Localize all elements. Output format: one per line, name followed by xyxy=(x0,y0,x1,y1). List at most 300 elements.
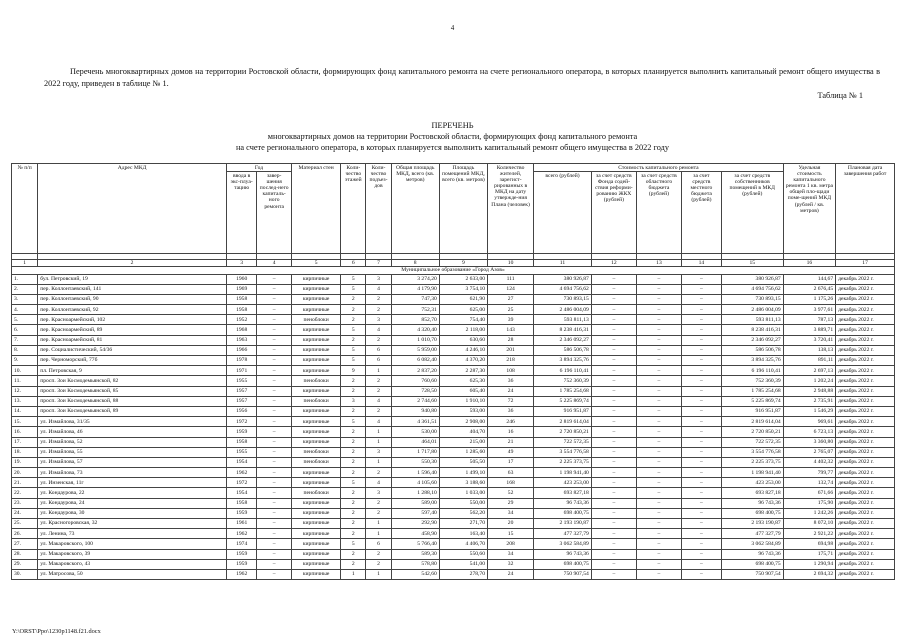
cell-total-area: 589,00 xyxy=(391,498,439,508)
cell-residents: 63 xyxy=(488,468,534,478)
cell-plan-date: декабрь 2022 г. xyxy=(836,335,895,345)
cell-year-commission: 1958 xyxy=(226,305,256,315)
table-row xyxy=(12,366,895,376)
cell-floors: 2 xyxy=(341,376,366,386)
cell-cost-local: – xyxy=(681,315,721,325)
cell-wall-material: кирпичные xyxy=(291,559,340,569)
cell-year-commission: 1974 xyxy=(226,539,256,549)
cell-total-area: 752,31 xyxy=(391,305,439,315)
cell-year-commission: 1962 xyxy=(226,569,256,579)
cell-unit-cost: 671,66 xyxy=(783,488,835,498)
cell-floors: 2 xyxy=(341,559,366,569)
cell-address: ул. Измайлова, 57 xyxy=(38,457,227,467)
cell-year-commission: 1959 xyxy=(226,427,256,437)
cell-floors: 2 xyxy=(341,508,366,518)
cell-year-last-repair: – xyxy=(257,519,292,529)
cell-wall-material: кирпичные xyxy=(291,325,340,335)
cell-cost-local: – xyxy=(681,356,721,366)
cell-cost-regional: – xyxy=(636,559,681,569)
header-cost-local: за счет средств местного бюджета (рублей) xyxy=(681,172,721,254)
cell-unit-cost: 3 977,61 xyxy=(783,305,835,315)
cell-year-last-repair: – xyxy=(257,529,292,539)
cell-year-commission: 1958 xyxy=(226,437,256,447)
table-row xyxy=(12,437,895,447)
cell-address: пер. Красноармейский, 89 xyxy=(38,325,227,335)
cell-cost-regional: – xyxy=(636,569,681,579)
cell-premises-area: 271,70 xyxy=(439,519,487,529)
cell-floors: 2 xyxy=(341,305,366,315)
cell-cost-total: 96 743,36 xyxy=(534,549,592,559)
cell-cost-owners: 423 253,00 xyxy=(721,478,783,488)
cell-cost-fund: – xyxy=(591,559,636,569)
cell-entrances: 2 xyxy=(366,294,391,304)
cell-year-commission: 1956 xyxy=(226,406,256,416)
table-row xyxy=(12,478,895,488)
cell-year-last-repair: – xyxy=(257,356,292,366)
cell-residents: 111 xyxy=(488,274,534,284)
cell-floors: 5 xyxy=(341,325,366,335)
cell-unit-cost: 787,13 xyxy=(783,315,835,325)
cell-premises-area: 754,40 xyxy=(439,315,487,325)
cell-cost-regional: – xyxy=(636,549,681,559)
cell-row-number: 10. xyxy=(12,366,38,376)
cell-unit-cost: 1 546,29 xyxy=(783,406,835,416)
header-cost-total: всего (рублей) xyxy=(534,172,592,254)
cell-wall-material: кирпичные xyxy=(291,356,340,366)
cell-row-number: 27. xyxy=(12,539,38,549)
table-row xyxy=(12,488,895,498)
cell-premises-area: 3 188,60 xyxy=(439,478,487,488)
cell-year-commission: 1960 xyxy=(226,274,256,284)
cell-cost-local: – xyxy=(681,437,721,447)
cell-wall-material: кирпичные xyxy=(291,519,340,529)
cell-residents: 168 xyxy=(488,478,534,488)
cell-cost-local: – xyxy=(681,488,721,498)
cell-cost-owners: 3 894 325,76 xyxy=(721,356,783,366)
section-title: Муниципальное образование «Город Азов» xyxy=(12,267,895,274)
cell-residents: 49 xyxy=(488,447,534,457)
cell-cost-local: – xyxy=(681,335,721,345)
cell-cost-regional: – xyxy=(636,396,681,406)
cell-row-number: 1. xyxy=(12,274,38,284)
cell-premises-area: 4 406,70 xyxy=(439,539,487,549)
cell-cost-fund: – xyxy=(591,427,636,437)
cell-wall-material: пеноблоки xyxy=(291,396,340,406)
cell-premises-area: 404,70 xyxy=(439,427,487,437)
cell-cost-fund: – xyxy=(591,498,636,508)
cell-cost-regional: – xyxy=(636,325,681,335)
cell-cost-regional: – xyxy=(636,498,681,508)
column-number-cell: 2 xyxy=(38,260,227,267)
cell-cost-regional: – xyxy=(636,315,681,325)
cell-row-number: 4. xyxy=(12,305,38,315)
cell-entrances: 2 xyxy=(366,376,391,386)
cell-total-area: 1 288,10 xyxy=(391,488,439,498)
cell-year-commission: 1959 xyxy=(226,559,256,569)
cell-address: ул. Красногоровская, 32 xyxy=(38,519,227,529)
cell-year-commission: 1968 xyxy=(226,325,256,335)
cell-wall-material: кирпичные xyxy=(291,417,340,427)
cell-year-last-repair: – xyxy=(257,569,292,579)
cell-cost-regional: – xyxy=(636,305,681,315)
cell-unit-cost: 694,98 xyxy=(783,539,835,549)
header-address: Адрес МКД xyxy=(38,164,227,254)
cell-cost-regional: – xyxy=(636,447,681,457)
table-row xyxy=(12,335,895,345)
header-plan-date: Плановая дата завершения работ xyxy=(836,164,895,254)
cell-unit-cost: 3 720,41 xyxy=(783,335,835,345)
cell-cost-owners: 380 926,87 xyxy=(721,274,783,284)
cell-cost-regional: – xyxy=(636,356,681,366)
cell-floors: 5 xyxy=(341,417,366,427)
cell-year-commission: 1963 xyxy=(226,335,256,345)
cell-year-last-repair: – xyxy=(257,305,292,315)
cell-plan-date: декабрь 2022 г. xyxy=(836,305,895,315)
cell-cost-owners: 477 327,79 xyxy=(721,529,783,539)
table-row xyxy=(12,386,895,396)
header-cost-group: Стоимость капитального ремонта xyxy=(534,164,784,172)
cell-cost-total: 3 894 325,76 xyxy=(534,356,592,366)
cell-cost-local: – xyxy=(681,529,721,539)
cell-cost-fund: – xyxy=(591,447,636,457)
cell-year-commission: 1961 xyxy=(226,519,256,529)
column-number-cell: 5 xyxy=(291,260,340,267)
table-row xyxy=(12,447,895,457)
table-row xyxy=(12,468,895,478)
cell-premises-area: 625,00 xyxy=(439,305,487,315)
cell-cost-total: 477 327,79 xyxy=(534,529,592,539)
cell-residents: 218 xyxy=(488,356,534,366)
cell-cost-owners: 698 400,75 xyxy=(721,508,783,518)
cell-residents: 34 xyxy=(488,549,534,559)
header-total-area: Общая площадь МКД, всего (кв. метров) xyxy=(391,164,439,254)
cell-plan-date: декабрь 2022 г. xyxy=(836,284,895,294)
cell-plan-date: декабрь 2022 г. xyxy=(836,488,895,498)
cell-floors: 5 xyxy=(341,284,366,294)
table-row xyxy=(12,427,895,437)
cell-entrances: 1 xyxy=(366,427,391,437)
cell-row-number: 17. xyxy=(12,437,38,447)
cell-plan-date: декабрь 2022 г. xyxy=(836,519,895,529)
document-heading xyxy=(0,120,905,153)
cell-address: бул. Петровский, 19 xyxy=(38,274,227,284)
column-number-cell: 11 xyxy=(534,260,592,267)
cell-cost-regional: – xyxy=(636,478,681,488)
cell-cost-total: 8 238 416,31 xyxy=(534,325,592,335)
cell-wall-material: кирпичные xyxy=(291,345,340,355)
cell-plan-date: декабрь 2022 г. xyxy=(836,356,895,366)
table-row xyxy=(12,498,895,508)
cell-plan-date: декабрь 2022 г. xyxy=(836,498,895,508)
cell-entrances: 2 xyxy=(366,386,391,396)
cell-address: ул. Матросова, 50 xyxy=(38,569,227,579)
header-unit-cost: Удельная стоимость капитального ремонта 1 кв. метра общей пло-щади поме-щений МКД (рублей / кв. метров) xyxy=(783,164,835,254)
cell-address: пер. Черноморский, 77б xyxy=(38,356,227,366)
cell-residents: 29 xyxy=(488,498,534,508)
cell-cost-local: – xyxy=(681,294,721,304)
cell-wall-material: кирпичные xyxy=(291,305,340,315)
cell-cost-local: – xyxy=(681,569,721,579)
cell-entrances: 4 xyxy=(366,325,391,335)
cell-wall-material: кирпичные xyxy=(291,406,340,416)
cell-cost-total: 698 400,75 xyxy=(534,508,592,518)
cell-unit-cost: 6 723,13 xyxy=(783,427,835,437)
cell-row-number: 18. xyxy=(12,447,38,457)
table-row xyxy=(12,406,895,416)
cell-total-area: 2 744,60 xyxy=(391,396,439,406)
cell-cost-owners: 698 400,75 xyxy=(721,559,783,569)
cell-residents: 36 xyxy=(488,406,534,416)
column-number-row xyxy=(12,260,895,267)
cell-entrances: 2 xyxy=(366,508,391,518)
cell-premises-area: 1 499,10 xyxy=(439,468,487,478)
cell-cost-total: 423 253,00 xyxy=(534,478,592,488)
cell-cost-local: – xyxy=(681,274,721,284)
cell-unit-cost: 1 242,26 xyxy=(783,508,835,518)
cell-floors: 2 xyxy=(341,386,366,396)
cell-residents: 25 xyxy=(488,305,534,315)
table-row xyxy=(12,284,895,294)
cell-cost-owners: 1 198 941,40 xyxy=(721,468,783,478)
cell-entrances: 6 xyxy=(366,539,391,549)
cell-wall-material: кирпичные xyxy=(291,274,340,284)
cell-wall-material: кирпичные xyxy=(291,539,340,549)
cell-cost-total: 2 720 850,21 xyxy=(534,427,592,437)
cell-plan-date: декабрь 2022 г. xyxy=(836,569,895,579)
cell-unit-cost: 8 072,10 xyxy=(783,519,835,529)
header-year-last-repair: завер-шения послед-него капиталь-ного ремонта xyxy=(257,172,292,254)
cell-cost-fund: – xyxy=(591,519,636,529)
cell-cost-owners: 3 062 584,89 xyxy=(721,539,783,549)
cell-total-area: 458,90 xyxy=(391,529,439,539)
cell-total-area: 4 179,90 xyxy=(391,284,439,294)
column-number-cell: 8 xyxy=(391,260,439,267)
cell-address: пер. Красноармейский, 102 xyxy=(38,315,227,325)
cell-cost-local: – xyxy=(681,366,721,376)
cell-total-area: 578,80 xyxy=(391,559,439,569)
cell-floors: 9 xyxy=(341,366,366,376)
cell-cost-regional: – xyxy=(636,529,681,539)
cell-cost-local: – xyxy=(681,457,721,467)
cell-plan-date: декабрь 2022 г. xyxy=(836,427,895,437)
cell-cost-total: 1 785 254,68 xyxy=(534,386,592,396)
cell-residents: 24 xyxy=(488,386,534,396)
cell-floors: 2 xyxy=(341,457,366,467)
cell-row-number: 12. xyxy=(12,386,38,396)
cell-plan-date: декабрь 2022 г. xyxy=(836,457,895,467)
cell-unit-cost: 175,71 xyxy=(783,549,835,559)
cell-total-area: 747,30 xyxy=(391,294,439,304)
cell-entrances: 2 xyxy=(366,335,391,345)
cell-residents: 36 xyxy=(488,376,534,386)
cell-plan-date: декабрь 2022 г. xyxy=(836,478,895,488)
section-row xyxy=(12,267,895,274)
cell-cost-fund: – xyxy=(591,356,636,366)
cell-year-last-repair: – xyxy=(257,508,292,518)
cell-residents: 21 xyxy=(488,437,534,447)
cell-cost-local: – xyxy=(681,386,721,396)
cell-year-commission: 1958 xyxy=(226,498,256,508)
cell-year-last-repair: – xyxy=(257,498,292,508)
cell-address: пер. Красноармейский, 81 xyxy=(38,335,227,345)
cell-row-number: 22. xyxy=(12,488,38,498)
heading-subtitle-line-1: многоквартирных домов на территории Ростовской области, формирующих фонд капитального ремонта xyxy=(267,132,638,141)
cell-row-number: 30. xyxy=(12,569,38,579)
cell-address: пл. Петровская, 9 xyxy=(38,366,227,376)
cell-floors: 5 xyxy=(341,539,366,549)
cell-cost-regional: – xyxy=(636,457,681,467)
cell-premises-area: 1 285,60 xyxy=(439,447,487,457)
cell-total-area: 5 959,00 xyxy=(391,345,439,355)
cell-cost-fund: – xyxy=(591,539,636,549)
cell-premises-area: 4 246,10 xyxy=(439,345,487,355)
cell-cost-owners: 2 720 850,21 xyxy=(721,427,783,437)
cell-plan-date: декабрь 2022 г. xyxy=(836,274,895,284)
cell-cost-local: – xyxy=(681,345,721,355)
cell-cost-owners: 2 193 190,87 xyxy=(721,519,783,529)
cell-premises-area: 163,40 xyxy=(439,529,487,539)
cell-cost-owners: 2 346 092,27 xyxy=(721,335,783,345)
cell-year-last-repair: – xyxy=(257,315,292,325)
cell-residents: 72 xyxy=(488,396,534,406)
cell-entrances: 6 xyxy=(366,356,391,366)
cell-cost-local: – xyxy=(681,396,721,406)
cell-entrances: 2 xyxy=(366,468,391,478)
cell-wall-material: пеноблоки xyxy=(291,315,340,325)
cell-floors: 2 xyxy=(341,529,366,539)
cell-floors: 2 xyxy=(341,468,366,478)
cell-total-area: 292,90 xyxy=(391,519,439,529)
cell-premises-area: 541,00 xyxy=(439,559,487,569)
cell-cost-fund: – xyxy=(591,376,636,386)
cell-entrances: 4 xyxy=(366,284,391,294)
cell-cost-fund: – xyxy=(591,284,636,294)
cell-plan-date: декабрь 2022 г. xyxy=(836,447,895,457)
cell-cost-regional: – xyxy=(636,488,681,498)
cell-year-last-repair: – xyxy=(257,447,292,457)
cell-wall-material: кирпичные xyxy=(291,498,340,508)
cell-address: ул. Кондаурова, 30 xyxy=(38,508,227,518)
cell-entrances: 4 xyxy=(366,478,391,488)
cell-cost-local: – xyxy=(681,539,721,549)
table-row xyxy=(12,519,895,529)
cell-residents: 52 xyxy=(488,488,534,498)
cell-cost-total: 2 346 092,27 xyxy=(534,335,592,345)
cell-cost-local: – xyxy=(681,478,721,488)
cell-row-number: 15. xyxy=(12,417,38,427)
column-number-cell: 4 xyxy=(257,260,292,267)
cell-premises-area: 4 370,20 xyxy=(439,356,487,366)
cell-cost-owners: 5 225 869,74 xyxy=(721,396,783,406)
cell-plan-date: декабрь 2022 г. xyxy=(836,376,895,386)
cell-unit-cost: 799,77 xyxy=(783,468,835,478)
cell-row-number: 7. xyxy=(12,335,38,345)
cell-unit-cost: 2 694,32 xyxy=(783,569,835,579)
cell-entrances: 2 xyxy=(366,498,391,508)
footer-file-path: Y:\ORST\Ppo\1230p1148.f21.docx xyxy=(12,628,101,635)
cell-cost-owners: 3 554 776,58 xyxy=(721,447,783,457)
cell-address: ул. Инзенская, 11г xyxy=(38,478,227,488)
cell-cost-owners: 96 743,36 xyxy=(721,549,783,559)
cell-cost-fund: – xyxy=(591,417,636,427)
cell-year-commission: 1962 xyxy=(226,529,256,539)
table-row xyxy=(12,274,895,284)
page-number: 4 xyxy=(450,24,455,32)
cell-wall-material: пеноблоки xyxy=(291,376,340,386)
cell-year-last-repair: – xyxy=(257,325,292,335)
cell-cost-fund: – xyxy=(591,305,636,315)
cell-cost-total: 6 196 110,41 xyxy=(534,366,592,376)
cell-cost-total: 3 062 584,89 xyxy=(534,539,592,549)
column-number-cell: 13 xyxy=(636,260,681,267)
cell-unit-cost: 1 290,94 xyxy=(783,559,835,569)
cell-cost-regional: – xyxy=(636,427,681,437)
cell-floors: 2 xyxy=(341,519,366,529)
cell-address: ул. Макаровского, 43 xyxy=(38,559,227,569)
cell-year-last-repair: – xyxy=(257,396,292,406)
cell-residents: 24 xyxy=(488,569,534,579)
cell-year-last-repair: – xyxy=(257,274,292,284)
cell-address: ул. Макаровского, 39 xyxy=(38,549,227,559)
cell-floors: 5 xyxy=(341,356,366,366)
cell-cost-fund: – xyxy=(591,488,636,498)
cell-year-commission: 1978 xyxy=(226,356,256,366)
cell-cost-total: 722 572,35 xyxy=(534,437,592,447)
header-num: № п/п xyxy=(12,164,38,254)
cell-premises-area: 562,20 xyxy=(439,508,487,518)
cell-cost-total: 2 193 190,87 xyxy=(534,519,592,529)
cell-cost-regional: – xyxy=(636,284,681,294)
cell-plan-date: декабрь 2022 г. xyxy=(836,366,895,376)
cell-cost-total: 4 694 756,62 xyxy=(534,284,592,294)
cell-residents: 32 xyxy=(488,559,534,569)
cell-floors: 2 xyxy=(341,406,366,416)
cell-cost-total: 730 893,15 xyxy=(534,294,592,304)
cell-year-last-repair: – xyxy=(257,539,292,549)
cell-premises-area: 2 633,00 xyxy=(439,274,487,284)
cell-floors: 1 xyxy=(341,569,366,579)
cell-total-area: 1 596,40 xyxy=(391,468,439,478)
column-number-cell: 14 xyxy=(681,260,721,267)
cell-premises-area: 2 118,00 xyxy=(439,325,487,335)
table-row xyxy=(12,457,895,467)
cell-residents: 16 xyxy=(488,427,534,437)
column-number-cell: 12 xyxy=(591,260,636,267)
cell-year-commission: 1957 xyxy=(226,396,256,406)
cell-cost-fund: – xyxy=(591,437,636,447)
cell-row-number: 28. xyxy=(12,549,38,559)
cell-year-commission: 1955 xyxy=(226,447,256,457)
header-year-commission: ввода в экс-плуа-тацию xyxy=(226,172,256,254)
cell-cost-regional: – xyxy=(636,366,681,376)
cell-address: пер. Коллонтаевский, 90 xyxy=(38,294,227,304)
cell-address: ул. Измайлова, 46 xyxy=(38,427,227,437)
cell-cost-total: 698 400,75 xyxy=(534,559,592,569)
cell-address: ул. Макаровского, 100 xyxy=(38,539,227,549)
cell-wall-material: кирпичные xyxy=(291,468,340,478)
cell-row-number: 19. xyxy=(12,457,38,467)
cell-row-number: 20. xyxy=(12,468,38,478)
cell-row-number: 16. xyxy=(12,427,38,437)
cell-row-number: 8. xyxy=(12,345,38,355)
cell-cost-regional: – xyxy=(636,386,681,396)
cell-address: ул. Измайлова, 55 xyxy=(38,447,227,457)
table-row xyxy=(12,508,895,518)
column-number-cell: 7 xyxy=(366,260,391,267)
cell-wall-material: пеноблоки xyxy=(291,457,340,467)
heading-subtitle-line-2: на счете регионального оператора, в которых планируется выполнить капитальный ремонт общего имущества в 2022 году xyxy=(235,143,669,152)
cell-cost-local: – xyxy=(681,519,721,529)
